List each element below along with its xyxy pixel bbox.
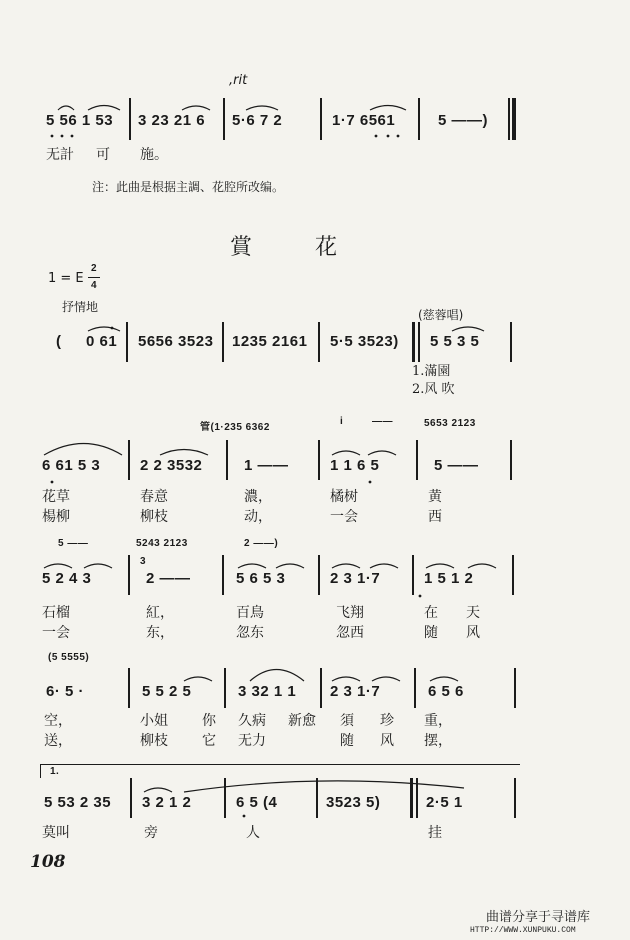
- lyric: 西: [428, 509, 442, 525]
- lyric: 黄: [428, 489, 442, 505]
- slur: [160, 450, 208, 456]
- barline: [416, 440, 418, 480]
- measure: 5 53 2 35: [44, 794, 112, 811]
- low-dot: [51, 481, 54, 484]
- barline: [318, 440, 320, 480]
- measure: 3 2 1 2: [142, 794, 192, 811]
- measure: 5·5 3523): [330, 333, 399, 350]
- barline: [514, 668, 516, 708]
- repeat-barline: [412, 322, 415, 362]
- measure: 5 ——): [438, 112, 489, 129]
- sustain-dash: ——: [372, 416, 393, 427]
- slur: [44, 564, 72, 568]
- lyric: 送，: [44, 733, 72, 749]
- measure: 1·7 6561: [332, 112, 396, 129]
- lyric: 旁: [144, 825, 158, 841]
- lyric: 随: [340, 733, 354, 749]
- lyric: 在: [424, 605, 438, 621]
- verse-2-lyric: 2.风 吹: [412, 382, 455, 397]
- barline: [222, 555, 224, 595]
- low-dot: [375, 135, 378, 138]
- lyric: 柳枝: [140, 733, 168, 749]
- measure: 1 5 1 2: [424, 570, 474, 587]
- measure: 5 6 5 3: [236, 570, 286, 587]
- lyric: 人: [246, 825, 260, 841]
- slur: [44, 444, 122, 456]
- editorial-note: 注：此曲是根据主調、花腔所改编。: [92, 180, 285, 194]
- time-signature-top: 2: [91, 263, 98, 274]
- tempo-marking: 抒情地: [62, 300, 99, 314]
- slur: [368, 451, 396, 455]
- slur: [184, 677, 212, 681]
- lyric: 东，: [146, 625, 174, 641]
- lyric: 可: [96, 147, 110, 163]
- barline: [316, 778, 318, 818]
- lyric: 摆，: [424, 733, 452, 749]
- barline: [512, 555, 514, 595]
- barline: [320, 668, 322, 708]
- instrument-cue: 管(1·235 6362: [200, 422, 270, 433]
- low-dot: [369, 481, 372, 484]
- measure: 1 1 6 5: [330, 457, 380, 474]
- lyric: 濃，: [244, 489, 272, 505]
- lyric: 重，: [424, 713, 452, 729]
- watermark-url: HTTP://WWW.XUNPUKU.COM: [470, 926, 576, 935]
- slur: [276, 564, 304, 568]
- repeat-barline: [416, 778, 418, 818]
- final-barline-thick: [512, 98, 516, 140]
- measure: 5·6 7 2: [232, 112, 283, 129]
- measure: 2 ——: [146, 570, 191, 587]
- barline: [318, 555, 320, 595]
- barline: [510, 440, 512, 480]
- lyric: 須: [340, 713, 354, 729]
- barline: [130, 778, 132, 818]
- lyric: 一会: [330, 509, 358, 525]
- barline: [514, 778, 516, 818]
- lyric: 天: [466, 605, 480, 621]
- lyric: 一会: [42, 625, 70, 641]
- low-dot: [61, 135, 64, 138]
- slur: [250, 670, 304, 682]
- accompaniment-figure: 5 ——: [58, 538, 89, 549]
- lyric: 空，: [44, 713, 72, 729]
- low-dot: [397, 135, 400, 138]
- lyric: 挂: [428, 825, 442, 841]
- lyric: 你: [202, 713, 216, 729]
- volta-bracket: [40, 764, 520, 765]
- lyric: 忽西: [336, 625, 364, 641]
- slur: [332, 677, 360, 681]
- lyric: 橘树: [330, 489, 358, 505]
- accompaniment-figure: (5 5555): [48, 652, 90, 663]
- lyric: 柳枝: [140, 509, 168, 525]
- lyric: 随: [424, 625, 438, 641]
- accompaniment-figure: 5653 2123: [424, 418, 476, 429]
- measure: 5 5 3 5: [430, 333, 480, 350]
- lyric: 动，: [244, 509, 272, 525]
- measure: 6 5 6: [428, 683, 464, 700]
- slur: [246, 106, 278, 110]
- measure: 5 ——: [434, 457, 479, 474]
- time-signature-bottom: 4: [91, 280, 98, 291]
- low-dot: [419, 595, 422, 598]
- barline: [226, 440, 228, 480]
- measure: 1 ——: [244, 457, 289, 474]
- slur: [426, 564, 454, 568]
- barline: [320, 98, 322, 140]
- lyric: 春意: [140, 489, 168, 505]
- slur: [468, 564, 496, 568]
- volta-bracket-hook: [40, 764, 41, 778]
- accompaniment-figure: 5243 2123: [136, 538, 188, 549]
- bracket-number: 3: [140, 556, 147, 567]
- page-number: 108: [30, 852, 66, 872]
- barline: [128, 555, 130, 595]
- lyric: 紅，: [146, 605, 174, 621]
- low-dot: [387, 135, 390, 138]
- measure: 2 2 3532: [140, 457, 203, 474]
- lyric: 莫叫: [42, 825, 70, 841]
- lyric: 楊柳: [42, 509, 70, 525]
- lyric: 久病: [238, 713, 266, 729]
- slur: [238, 564, 266, 568]
- lyric: 石榴: [42, 605, 70, 621]
- measure: 1235 2161: [232, 333, 308, 350]
- measure: 2 3 1·7: [330, 683, 381, 700]
- song-title: 賞 花: [230, 235, 365, 260]
- measure: 0 61: [86, 333, 118, 350]
- measure: 6 61 5 3: [42, 457, 101, 474]
- lyric: 忽东: [236, 625, 264, 641]
- barline: [223, 98, 225, 140]
- lyric: 无計: [46, 147, 74, 163]
- slur: [370, 564, 398, 568]
- repeat-barline: [418, 322, 420, 362]
- lyric: 飞翔: [336, 605, 364, 621]
- measure: 6· 5 ·: [46, 683, 85, 700]
- measure: 3 32 1 1: [238, 683, 297, 700]
- lyric: 风: [380, 733, 394, 749]
- lyric: 它: [202, 733, 216, 749]
- slur: [332, 564, 360, 568]
- barline: [418, 98, 420, 140]
- time-signature-line: [88, 277, 100, 278]
- low-dot: [243, 815, 246, 818]
- lyric: 新愈: [288, 713, 316, 729]
- barline: [126, 322, 128, 362]
- singer-credit: (慈蓉唱): [418, 308, 464, 322]
- high-note: i: [340, 416, 344, 427]
- lyric: 花草: [42, 489, 70, 505]
- measure: 5656 3523: [138, 333, 214, 350]
- slur: [184, 781, 464, 792]
- key-signature: 1 = E: [48, 271, 84, 286]
- barline: [414, 668, 416, 708]
- measure: 5 56 1 53: [46, 112, 114, 129]
- measure: 2·5 1: [426, 794, 463, 811]
- open-paren: (: [56, 333, 62, 350]
- accompaniment-figure: 2 ——): [244, 538, 279, 549]
- slur: [84, 564, 112, 568]
- lyric: 无力: [238, 733, 266, 749]
- slur: [370, 106, 406, 111]
- low-dot: [71, 135, 74, 138]
- measure: 5 2 4 3: [42, 570, 92, 587]
- measure: 3 23 21 6: [138, 112, 206, 129]
- volta-number: 1.: [50, 766, 60, 777]
- slur: [144, 788, 172, 792]
- verse-1-lyric: 1.滿園: [412, 364, 451, 379]
- low-dot: [51, 135, 54, 138]
- repeat-barline: [410, 778, 413, 818]
- lyric: 珍: [380, 713, 394, 729]
- lyric: 百鳥: [236, 605, 264, 621]
- watermark-title: 曲谱分享于寻谱库: [486, 910, 591, 925]
- slur: [332, 451, 360, 455]
- ritardando-mark: ,rit: [229, 73, 248, 88]
- lyric: 施。: [140, 147, 168, 163]
- barline: [224, 778, 226, 818]
- lyric: 小姐: [140, 713, 168, 729]
- slur: [58, 106, 74, 110]
- barline: [224, 668, 226, 708]
- measure: 3523 5): [326, 794, 381, 811]
- slur: [452, 327, 484, 331]
- barline: [412, 555, 414, 595]
- high-dot: [111, 327, 114, 330]
- barline: [128, 668, 130, 708]
- final-barline: [508, 98, 510, 140]
- slur: [372, 677, 400, 681]
- barline: [510, 322, 512, 362]
- slur: [430, 677, 458, 681]
- measure: 2 3 1·7: [330, 570, 381, 587]
- slur: [182, 106, 210, 110]
- slur: [88, 327, 120, 331]
- slur: [88, 106, 120, 111]
- measure: 6 5 (4: [236, 794, 278, 811]
- barline: [129, 98, 131, 140]
- barline: [128, 440, 130, 480]
- lyric: 风: [466, 625, 480, 641]
- barline: [222, 322, 224, 362]
- measure: 5 5 2 5: [142, 683, 192, 700]
- barline: [318, 322, 320, 362]
